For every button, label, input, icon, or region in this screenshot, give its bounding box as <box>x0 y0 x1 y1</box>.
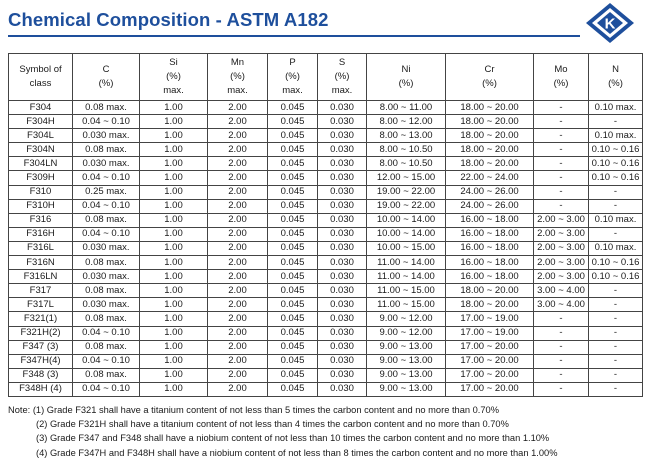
value-cell: 11.00 ~ 15.00 <box>367 284 446 298</box>
value-cell: 2.00 <box>208 143 268 157</box>
value-cell: 18.00 ~ 20.00 <box>446 129 534 143</box>
grade-cell: F347 (3) <box>9 340 73 354</box>
value-cell: 0.030 <box>318 312 367 326</box>
grade-cell: F310H <box>9 199 73 213</box>
value-cell: 2.00 ~ 3.00 <box>534 256 589 270</box>
value-cell: 1.00 <box>140 213 208 227</box>
value-cell: 0.04 ~ 0.10 <box>73 171 140 185</box>
notes-section <box>8 403 557 460</box>
note-2: (2) Grade F321H shall have a titanium content of not less than 4 times the carbon content and no more than 0.70% <box>36 419 509 430</box>
table-row <box>9 143 643 157</box>
column-header-line: max. <box>282 85 303 96</box>
value-cell: 0.045 <box>268 227 318 241</box>
composition-table <box>8 53 643 397</box>
grade-cell: F304N <box>9 143 73 157</box>
column-header-line: Mn <box>230 57 245 68</box>
value-cell: 0.04 ~ 0.10 <box>73 199 140 213</box>
value-cell: 0.10 ~ 0.16 <box>589 270 643 284</box>
table-row <box>9 368 643 382</box>
value-cell: - <box>589 340 643 354</box>
value-cell: - <box>589 354 643 368</box>
value-cell: 2.00 ~ 3.00 <box>534 270 589 284</box>
value-cell: 0.045 <box>268 143 318 157</box>
value-cell: 12.00 ~ 15.00 <box>367 171 446 185</box>
value-cell: 0.08 max. <box>73 340 140 354</box>
value-cell: 0.030 <box>318 270 367 284</box>
value-cell: 18.00 ~ 20.00 <box>446 143 534 157</box>
value-cell: 1.00 <box>140 115 208 129</box>
value-cell: 2.00 <box>208 171 268 185</box>
value-cell: 0.08 max. <box>73 143 140 157</box>
table-row <box>9 213 643 227</box>
value-cell: 2.00 ~ 3.00 <box>534 227 589 241</box>
value-cell: 0.045 <box>268 340 318 354</box>
value-cell: 2.00 <box>208 298 268 312</box>
value-cell: 0.030 max. <box>73 298 140 312</box>
value-cell: - <box>589 115 643 129</box>
value-cell: 0.045 <box>268 241 318 255</box>
value-cell: 2.00 <box>208 326 268 340</box>
grade-cell: F304H <box>9 115 73 129</box>
value-cell: 0.030 <box>318 256 367 270</box>
column-header <box>367 54 446 101</box>
page-title: Chemical Composition - ASTM A182 <box>8 9 329 30</box>
value-cell: 1.00 <box>140 382 208 396</box>
value-cell: 2.00 <box>208 227 268 241</box>
value-cell: 2.00 ~ 3.00 <box>534 213 589 227</box>
value-cell: 0.030 <box>318 185 367 199</box>
value-cell: 8.00 ~ 13.00 <box>367 129 446 143</box>
value-cell: 19.00 ~ 22.00 <box>367 185 446 199</box>
value-cell: 0.25 max. <box>73 185 140 199</box>
value-cell: 2.00 <box>208 368 268 382</box>
value-cell: - <box>534 157 589 171</box>
value-cell: 0.10 ~ 0.16 <box>589 256 643 270</box>
value-cell: 0.030 <box>318 241 367 255</box>
value-cell: 1.00 <box>140 199 208 213</box>
table-row <box>9 241 643 255</box>
value-cell: 0.030 <box>318 101 367 115</box>
value-cell: 17.00 ~ 19.00 <box>446 312 534 326</box>
note-prefix: Note: <box>8 405 31 415</box>
table-row <box>9 185 643 199</box>
value-cell: 1.00 <box>140 256 208 270</box>
value-cell: 1.00 <box>140 227 208 241</box>
value-cell: 16.00 ~ 18.00 <box>446 213 534 227</box>
value-cell: - <box>534 143 589 157</box>
value-cell: 2.00 <box>208 270 268 284</box>
value-cell: 18.00 ~ 20.00 <box>446 157 534 171</box>
value-cell: 0.04 ~ 0.10 <box>73 326 140 340</box>
value-cell: 0.04 ~ 0.10 <box>73 382 140 396</box>
column-header-line: S <box>338 57 346 68</box>
note-text: (1) Grade F321 shall have a titanium content of not less than 5 times the carbon content and no more than 0.70% <box>32 405 499 415</box>
value-cell: 11.00 ~ 14.00 <box>367 270 446 284</box>
value-cell: 17.00 ~ 20.00 <box>446 368 534 382</box>
value-cell: 0.04 ~ 0.10 <box>73 354 140 368</box>
grade-cell: F348 (3) <box>9 368 73 382</box>
value-cell: 1.00 <box>140 284 208 298</box>
value-cell: 0.045 <box>268 101 318 115</box>
table-row <box>9 354 643 368</box>
column-header <box>268 54 318 101</box>
column-header-line: N <box>612 64 619 75</box>
value-cell: 1.00 <box>140 101 208 115</box>
value-cell: 0.030 <box>318 382 367 396</box>
value-cell: 1.00 <box>140 157 208 171</box>
value-cell: 8.00 ~ 11.00 <box>367 101 446 115</box>
column-header <box>534 54 589 101</box>
column-header-line: (%) <box>608 78 623 89</box>
value-cell: 9.00 ~ 13.00 <box>367 368 446 382</box>
value-cell: 0.030 <box>318 326 367 340</box>
value-cell: 1.00 <box>140 340 208 354</box>
column-header-line: Cr <box>484 64 495 75</box>
value-cell: 2.00 <box>208 241 268 255</box>
value-cell: 0.030 max. <box>73 241 140 255</box>
value-cell: 17.00 ~ 20.00 <box>446 382 534 396</box>
value-cell: - <box>589 227 643 241</box>
value-cell: 0.045 <box>268 157 318 171</box>
table-row <box>9 284 643 298</box>
grade-cell: F304LN <box>9 157 73 171</box>
value-cell: 1.00 <box>140 312 208 326</box>
value-cell: 17.00 ~ 20.00 <box>446 340 534 354</box>
value-cell: 0.045 <box>268 354 318 368</box>
table-row <box>9 129 643 143</box>
value-cell: 1.00 <box>140 298 208 312</box>
value-cell: - <box>534 312 589 326</box>
value-cell: 11.00 ~ 14.00 <box>367 256 446 270</box>
grade-cell: F321(1) <box>9 312 73 326</box>
value-cell: 0.030 <box>318 199 367 213</box>
column-header <box>140 54 208 101</box>
value-cell: 17.00 ~ 20.00 <box>446 354 534 368</box>
value-cell: - <box>589 368 643 382</box>
value-cell: - <box>534 115 589 129</box>
value-cell: 0.045 <box>268 256 318 270</box>
table-header <box>9 54 643 101</box>
column-header-line: Si <box>169 57 178 68</box>
value-cell: - <box>534 129 589 143</box>
table-row <box>9 340 643 354</box>
value-cell: - <box>534 382 589 396</box>
value-cell: 2.00 <box>208 101 268 115</box>
table-row <box>9 326 643 340</box>
value-cell: 18.00 ~ 20.00 <box>446 284 534 298</box>
grade-cell: F321H(2) <box>9 326 73 340</box>
grade-cell: F347H(4) <box>9 354 73 368</box>
grade-cell: F316LN <box>9 270 73 284</box>
header-row <box>9 54 643 101</box>
table-row <box>9 199 643 213</box>
value-cell: 17.00 ~ 19.00 <box>446 326 534 340</box>
value-cell: - <box>534 354 589 368</box>
grade-cell: F310 <box>9 185 73 199</box>
value-cell: 0.030 max. <box>73 129 140 143</box>
value-cell: 0.045 <box>268 213 318 227</box>
column-header-line: P <box>289 57 296 68</box>
value-cell: 0.030 <box>318 115 367 129</box>
value-cell: 0.030 <box>318 368 367 382</box>
table-row <box>9 227 643 241</box>
value-cell: 0.030 max. <box>73 157 140 171</box>
value-cell: 1.00 <box>140 326 208 340</box>
value-cell: 2.00 <box>208 256 268 270</box>
value-cell: 8.00 ~ 10.50 <box>367 143 446 157</box>
value-cell: 0.045 <box>268 270 318 284</box>
value-cell: 1.00 <box>140 171 208 185</box>
column-header-line: max. <box>331 85 353 96</box>
value-cell: 0.030 <box>318 171 367 185</box>
value-cell: 16.00 ~ 18.00 <box>446 241 534 255</box>
value-cell: 0.045 <box>268 312 318 326</box>
value-cell: 0.08 max. <box>73 368 140 382</box>
column-header-line: C <box>102 64 110 75</box>
value-cell: 10.00 ~ 14.00 <box>367 213 446 227</box>
value-cell: 22.00 ~ 24.00 <box>446 171 534 185</box>
table-row <box>9 298 643 312</box>
column-header <box>208 54 268 101</box>
value-cell: 0.10 max. <box>589 241 643 255</box>
grade-cell: F309H <box>9 171 73 185</box>
column-header-line: (%) <box>482 78 497 89</box>
value-cell: 0.10 max. <box>589 213 643 227</box>
value-cell: 19.00 ~ 22.00 <box>367 199 446 213</box>
value-cell: 1.00 <box>140 241 208 255</box>
column-header <box>318 54 367 101</box>
value-cell: - <box>534 368 589 382</box>
value-cell: 0.045 <box>268 129 318 143</box>
value-cell: 0.045 <box>268 298 318 312</box>
column-header-line: (%) <box>166 71 181 82</box>
value-cell: 0.030 max. <box>73 270 140 284</box>
column-header-line: (%) <box>285 71 300 82</box>
value-cell: 1.00 <box>140 368 208 382</box>
column-header-line: Symbol of <box>19 64 62 75</box>
table-body <box>9 101 643 397</box>
value-cell: 2.00 <box>208 340 268 354</box>
column-header-line: (%) <box>98 78 114 89</box>
value-cell: 0.030 <box>318 213 367 227</box>
value-cell: 2.00 <box>208 129 268 143</box>
title-underline <box>8 35 580 37</box>
value-cell: 8.00 ~ 10.50 <box>367 157 446 171</box>
column-header-line: (%) <box>334 71 350 82</box>
value-cell: 3.00 ~ 4.00 <box>534 298 589 312</box>
value-cell: 0.08 max. <box>73 256 140 270</box>
value-cell: 16.00 ~ 18.00 <box>446 227 534 241</box>
table-row <box>9 382 643 396</box>
value-cell: 1.00 <box>140 143 208 157</box>
value-cell: 0.030 <box>318 227 367 241</box>
column-header-line: Ni <box>401 64 411 75</box>
value-cell: 2.00 <box>208 115 268 129</box>
value-cell: 0.04 ~ 0.10 <box>73 115 140 129</box>
value-cell: 0.030 <box>318 129 367 143</box>
value-cell: 0.04 ~ 0.10 <box>73 227 140 241</box>
value-cell: 0.045 <box>268 284 318 298</box>
value-cell: 8.00 ~ 12.00 <box>367 115 446 129</box>
column-header-line: Mo <box>554 64 568 75</box>
value-cell: 0.045 <box>268 368 318 382</box>
value-cell: 0.030 <box>318 298 367 312</box>
value-cell: 18.00 ~ 20.00 <box>446 101 534 115</box>
value-cell: 2.00 <box>208 382 268 396</box>
value-cell: 1.00 <box>140 354 208 368</box>
value-cell: 2.00 <box>208 213 268 227</box>
grade-cell: F316H <box>9 227 73 241</box>
value-cell: 0.08 max. <box>73 284 140 298</box>
column-header <box>589 54 643 101</box>
table-row <box>9 312 643 326</box>
grade-cell: F316 <box>9 213 73 227</box>
value-cell: - <box>534 199 589 213</box>
logo-letter: K <box>604 15 616 33</box>
value-cell: 1.00 <box>140 129 208 143</box>
value-cell: 2.00 <box>208 199 268 213</box>
column-header-line: (%) <box>553 78 569 89</box>
value-cell: 9.00 ~ 12.00 <box>367 312 446 326</box>
grade-cell: F304L <box>9 129 73 143</box>
value-cell: 2.00 <box>208 354 268 368</box>
value-cell: - <box>589 326 643 340</box>
value-cell: 0.08 max. <box>73 213 140 227</box>
value-cell: 0.030 <box>318 157 367 171</box>
value-cell: 0.045 <box>268 115 318 129</box>
column-header-line: max. <box>227 85 248 96</box>
value-cell: 0.10 ~ 0.16 <box>589 143 643 157</box>
column-header-line: class <box>29 78 52 89</box>
table-row <box>9 171 643 185</box>
value-cell: 0.045 <box>268 171 318 185</box>
value-cell: 0.045 <box>268 199 318 213</box>
value-cell: 1.00 <box>140 185 208 199</box>
value-cell: 18.00 ~ 20.00 <box>446 298 534 312</box>
value-cell: 3.00 ~ 4.00 <box>534 284 589 298</box>
grade-cell: F304 <box>9 101 73 115</box>
value-cell: 0.030 <box>318 340 367 354</box>
value-cell: - <box>589 284 643 298</box>
value-cell: 0.045 <box>268 326 318 340</box>
value-cell: 9.00 ~ 12.00 <box>367 326 446 340</box>
column-header-line: max. <box>163 85 184 96</box>
value-cell: 9.00 ~ 13.00 <box>367 382 446 396</box>
value-cell: - <box>534 185 589 199</box>
column-header <box>9 54 73 101</box>
grade-cell: F316L <box>9 241 73 255</box>
value-cell: 18.00 ~ 20.00 <box>446 115 534 129</box>
value-cell: 9.00 ~ 13.00 <box>367 354 446 368</box>
grade-cell: F316N <box>9 256 73 270</box>
value-cell: 2.00 <box>208 157 268 171</box>
grade-cell: F348H (4) <box>9 382 73 396</box>
note-4: (4) Grade F347H and F348H shall have a niobium content of not less than 8 times the carbon content and no more than 1.00% <box>36 447 558 458</box>
column-header-line: (%) <box>398 78 414 89</box>
value-cell: 24.00 ~ 26.00 <box>446 185 534 199</box>
value-cell: 2.00 <box>208 312 268 326</box>
value-cell: 0.10 ~ 0.16 <box>589 157 643 171</box>
value-cell: - <box>589 199 643 213</box>
value-cell: 1.00 <box>140 270 208 284</box>
table-row <box>9 157 643 171</box>
value-cell: 0.030 <box>318 143 367 157</box>
table-row <box>9 270 643 284</box>
value-cell: - <box>534 326 589 340</box>
company-logo <box>585 2 635 44</box>
value-cell: 2.00 <box>208 284 268 298</box>
table-row <box>9 101 643 115</box>
value-cell: 0.10 ~ 0.16 <box>589 171 643 185</box>
value-cell: 11.00 ~ 15.00 <box>367 298 446 312</box>
column-header <box>73 54 140 101</box>
table-row <box>9 256 643 270</box>
value-cell: 16.00 ~ 18.00 <box>446 256 534 270</box>
value-cell: 2.00 <box>208 185 268 199</box>
value-cell: - <box>589 185 643 199</box>
value-cell: 0.08 max. <box>73 101 140 115</box>
value-cell: 24.00 ~ 26.00 <box>446 199 534 213</box>
value-cell: 9.00 ~ 13.00 <box>367 340 446 354</box>
value-cell: 16.00 ~ 18.00 <box>446 270 534 284</box>
grade-cell: F317L <box>9 298 73 312</box>
column-header-line: (%) <box>230 71 245 82</box>
value-cell: 0.045 <box>268 382 318 396</box>
value-cell: 0.08 max. <box>73 312 140 326</box>
value-cell: 2.00 ~ 3.00 <box>534 241 589 255</box>
note-3: (3) Grade F347 and F348 shall have a niobium content of not less than 10 times the carbon content and no more than 1.10% <box>36 433 550 444</box>
value-cell: - <box>534 171 589 185</box>
value-cell: - <box>534 340 589 354</box>
value-cell: - <box>589 298 643 312</box>
value-cell: 0.045 <box>268 185 318 199</box>
value-cell: 10.00 ~ 15.00 <box>367 241 446 255</box>
value-cell: - <box>589 382 643 396</box>
value-cell: 0.10 max. <box>589 129 643 143</box>
value-cell: - <box>589 312 643 326</box>
column-header <box>446 54 534 101</box>
value-cell: 10.00 ~ 14.00 <box>367 227 446 241</box>
note-1 <box>8 403 557 417</box>
grade-cell: F317 <box>9 284 73 298</box>
value-cell: 0.030 <box>318 354 367 368</box>
value-cell: 0.10 max. <box>589 101 643 115</box>
table-row <box>9 115 643 129</box>
value-cell: - <box>534 101 589 115</box>
value-cell: 0.030 <box>318 284 367 298</box>
